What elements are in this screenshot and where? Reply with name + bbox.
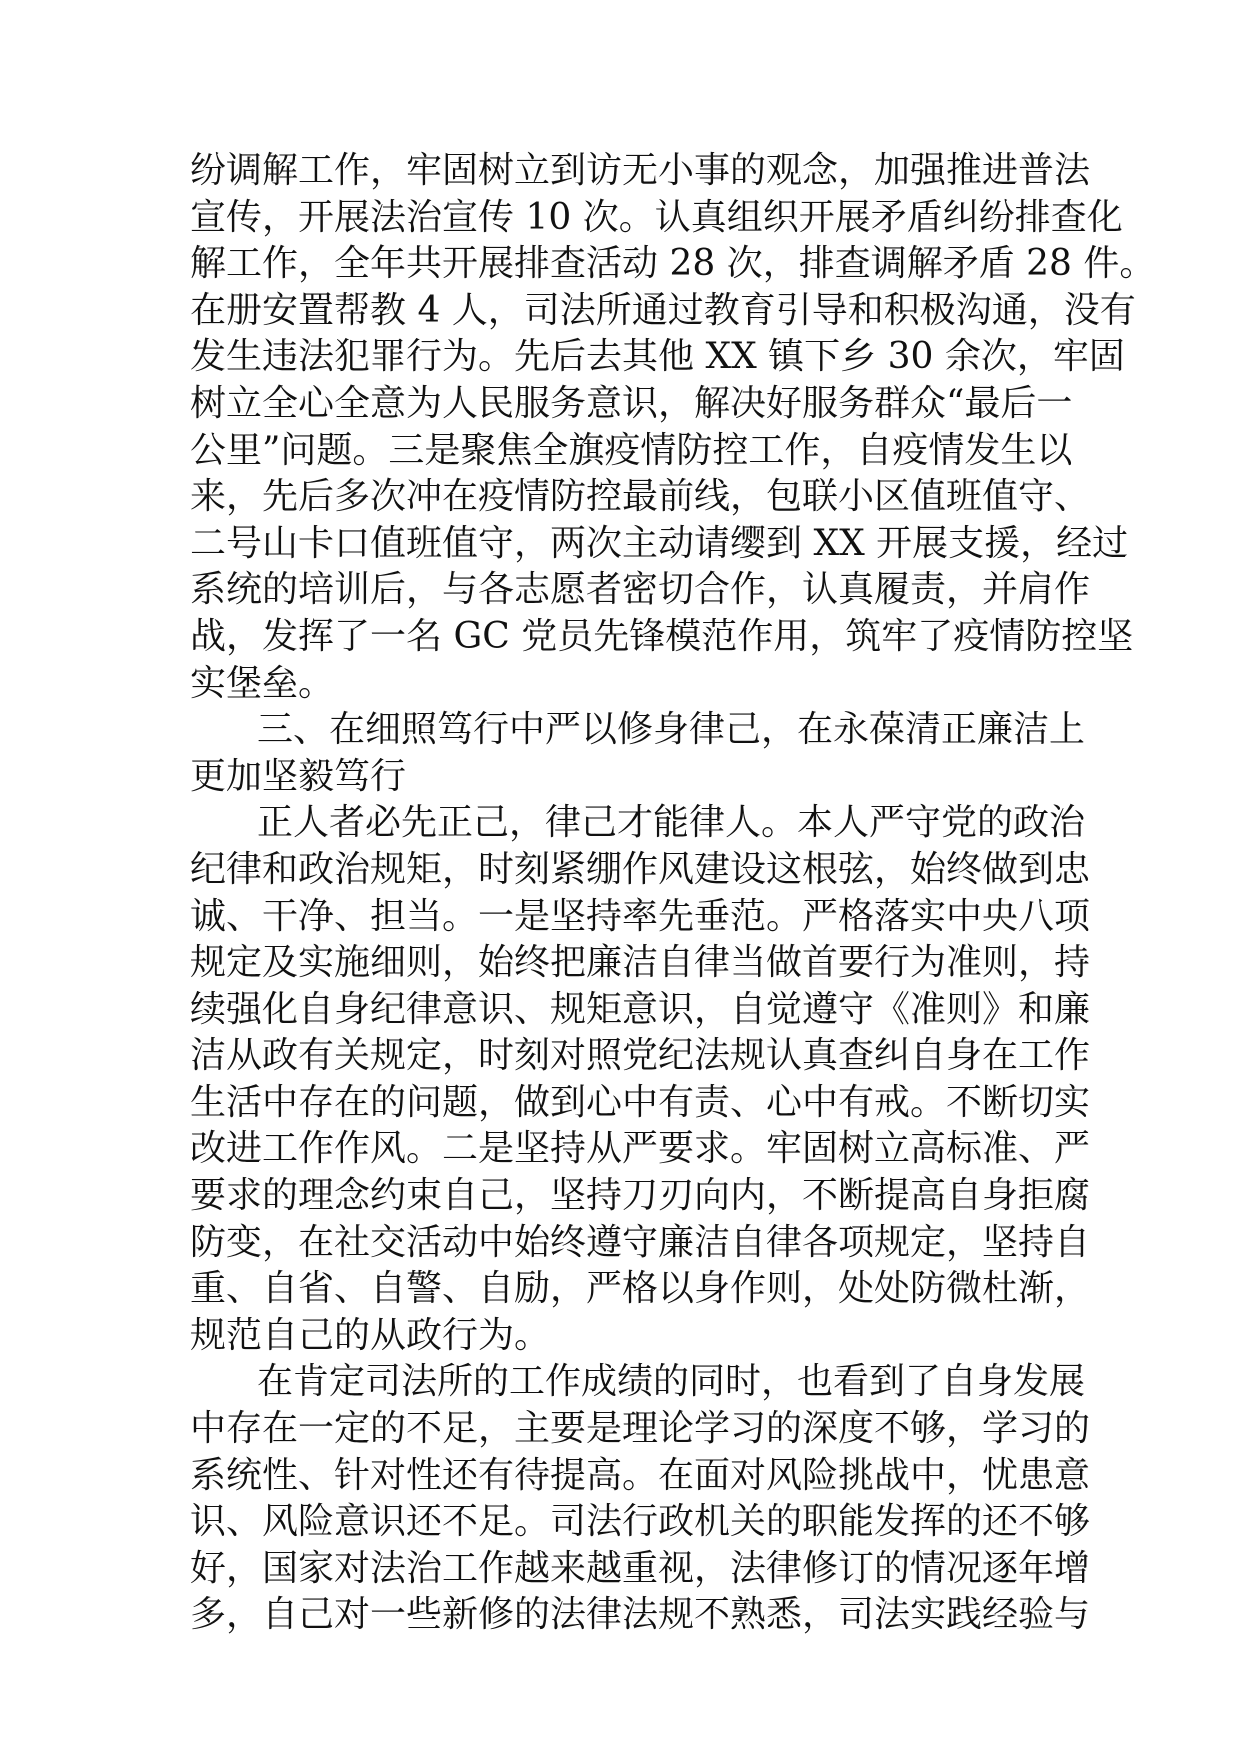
- text-line: 规定及实施细则，始终把廉洁自律当做首要行为准则，持: [190, 942, 1091, 984]
- paragraph-continued: [190, 148, 1156, 707]
- text-line: 要求的理念约束自己，坚持刀刃向内，不断提高自身拒腐: [190, 1175, 1091, 1217]
- text-line: 防变，在社交活动中始终遵守廉洁自律各项规定，坚持自: [190, 1221, 1091, 1263]
- text-line: 多，自己对一些新修的法律法规不熟悉，司法实践经验与: [190, 1594, 1091, 1636]
- heading-line: 三、在细照笃行中严以修身律己，在永葆清正廉洁上: [257, 709, 1086, 751]
- text-line: 纷调解工作，牢固树立到访无小事的观念，加强推进普法: [190, 150, 1091, 191]
- text-line: 系统性、针对性还有待提高。在面对风险挑战中，忧患意: [190, 1454, 1091, 1496]
- text-line: 树立全心全意为人民服务意识，解决好服务群众“最后一: [190, 382, 1073, 424]
- text-line: 来，先后多次冲在疫情防控最前线，包联小区值班值守、: [190, 476, 1091, 518]
- heading-line: 更加坚毅笃行: [190, 755, 407, 797]
- text-line: 好，国家对法治工作越来越重视，法律修订的情况逐年增: [190, 1547, 1091, 1589]
- paragraph-self-discipline: [190, 800, 1091, 1359]
- text-line: 改进工作作风。二是坚持从严要求。牢固树立高标准、严: [190, 1128, 1091, 1170]
- text-line: 解工作，全年共开展排查活动 28 次，排查调解矛盾 28 件。: [190, 243, 1156, 285]
- text-line: 正人者必先正己，律己才能律人。本人严守党的政治: [257, 802, 1086, 844]
- text-line: 战，发挥了一名 GC 党员先锋模范作用，筑牢了疫情防控坚: [190, 615, 1134, 657]
- text-line: 实堡垒。: [190, 662, 335, 704]
- text-line: 系统的培训后，与各志愿者密切合作，认真履责，并肩作: [190, 569, 1091, 611]
- text-line: 重、自省、自警、自励，严格以身作则，处处防微杜渐，: [190, 1268, 1091, 1310]
- text-line: 识、风险意识还不足。司法行政机关的职能发挥的还不够: [190, 1501, 1091, 1543]
- text-line: 洁从政有关规定，时刻对照党纪法规认真查纠自身在工作: [190, 1035, 1091, 1077]
- text-line: 续强化自身纪律意识、规矩意识，自觉遵守《准则》和廉: [190, 988, 1091, 1030]
- text-line: 二号山卡口值班值守，两次主动请缨到 XX 开展支援，经过: [190, 522, 1129, 564]
- text-line: 发生违法犯罪行为。先后去其他 XX 镇下乡 30 余次，牢固: [190, 336, 1125, 378]
- text-line: 纪律和政治规矩，时刻紧绷作风建设这根弦，始终做到忠: [190, 848, 1091, 890]
- text-line: 宣传，开展法治宣传 10 次。认真组织开展矛盾纠纷排查化: [190, 196, 1123, 238]
- text-line: 生活中存在的问题，做到心中有责、心中有戒。不断切实: [190, 1081, 1091, 1123]
- text-line: 在册安置帮教 4 人，司法所通过教育引导和积极沟通，没有: [190, 289, 1136, 331]
- section-heading: [190, 707, 1086, 800]
- text-line: 公里”问题。三是聚焦全旗疫情防控工作，自疫情发生以: [190, 429, 1073, 471]
- document-body: [190, 148, 1156, 1639]
- text-line: 规范自己的从政行为。: [190, 1314, 551, 1356]
- text-line: 在肯定司法所的工作成绩的同时，也看到了自身发展: [257, 1361, 1086, 1403]
- text-line: 诚、干净、担当。一是坚持率先垂范。严格落实中央八项: [190, 895, 1091, 937]
- text-line: 中存在一定的不足，主要是理论学习的深度不够，学习的: [190, 1408, 1091, 1450]
- paragraph-shortcomings: [190, 1359, 1091, 1639]
